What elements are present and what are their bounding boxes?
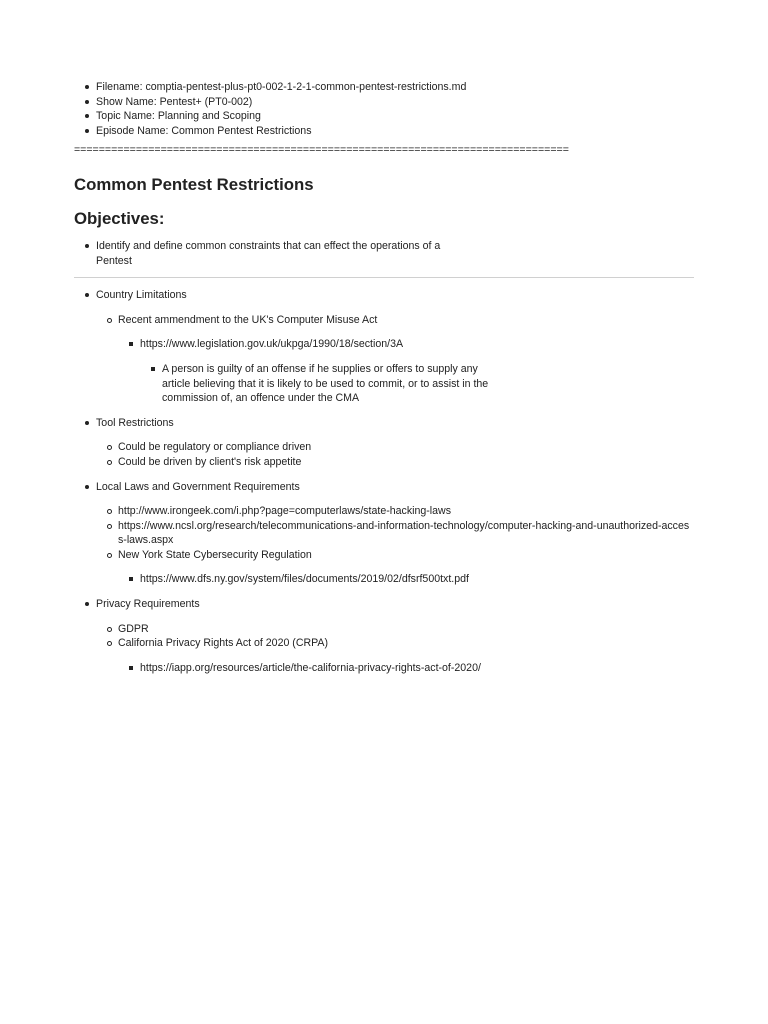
- list-item: Could be driven by client's risk appetite: [96, 455, 694, 470]
- list-item: GDPR: [96, 622, 694, 637]
- ny-cyber-regulation: New York State Cybersecurity Regulation: [118, 548, 312, 561]
- list-item: [96, 313, 694, 406]
- laws-sublist: [96, 504, 694, 587]
- meta-show-name: Show Name: Pentest+ (PT0-002): [74, 95, 694, 110]
- ny-sublist: [118, 572, 694, 587]
- cma-quote: A person is guilty of an offense if he supplies or offers to supply any article believing that it is likely to be used to commit, or to assist in the commission of, an offence under the CMA: [140, 362, 502, 406]
- separator-line: ================================================================================: [74, 144, 569, 157]
- metadata-list: [74, 80, 694, 138]
- uk-cma-sublist: [118, 337, 694, 405]
- tools-sublist: [96, 440, 694, 469]
- cpra-item: California Privacy Rights Act of 2020 (CRPA): [118, 637, 328, 650]
- section-privacy-requirements: [74, 597, 694, 675]
- objectives-heading: Objectives:: [74, 208, 165, 228]
- restrictions-list: [74, 288, 694, 675]
- list-item: [118, 337, 694, 405]
- quote-sublist: [140, 362, 694, 406]
- document-title: Common Pentest Restrictions: [74, 174, 314, 194]
- privacy-sublist: [96, 622, 694, 676]
- list-item: [96, 636, 694, 675]
- section-label: Country Limitations: [96, 289, 187, 302]
- list-item: [96, 548, 694, 587]
- meta-topic-name: Topic Name: Planning and Scoping: [74, 109, 694, 124]
- section-label: Local Laws and Government Requirements: [96, 480, 300, 493]
- document-content: [74, 80, 694, 685]
- legislation-link[interactable]: https://www.legislation.gov.uk/ukpga/1990/18/section/3A: [140, 338, 404, 351]
- section-local-laws: [74, 480, 694, 588]
- section-tool-restrictions: [74, 416, 694, 470]
- horizontal-rule: [74, 277, 694, 278]
- section-label: Privacy Requirements: [96, 598, 200, 611]
- iapp-link[interactable]: https://iapp.org/resources/article/the-california-privacy-rights-act-of-2020/: [118, 661, 694, 676]
- section-country-limitations: [74, 288, 694, 406]
- uk-cma-amendment: Recent ammendment to the UK's Computer Misuse Act: [118, 313, 378, 326]
- objectives-list: [74, 239, 694, 268]
- cpra-sublist: [118, 661, 694, 676]
- list-item: Could be regulatory or compliance driven: [96, 440, 694, 455]
- irongeek-link[interactable]: http://www.irongeek.com/i.php?page=computerlaws/state-hacking-laws: [96, 504, 694, 519]
- objective-item: Identify and define common constraints that can effect the operations of a Pentest: [74, 239, 476, 268]
- section-label: Tool Restrictions: [96, 416, 174, 429]
- country-sublist: [96, 313, 694, 406]
- dfs-ny-link[interactable]: https://www.dfs.ny.gov/system/files/documents/2019/02/dfsrf500txt.pdf: [118, 572, 694, 587]
- ncsl-link[interactable]: https://www.ncsl.org/research/telecommunications-and-information-technology/computer-hacking-and-unauthorized-access-laws.aspx: [96, 519, 694, 548]
- meta-episode-name: Episode Name: Common Pentest Restrictions: [74, 124, 694, 139]
- meta-filename: Filename: comptia-pentest-plus-pt0-002-1-2-1-common-pentest-restrictions.md: [74, 80, 694, 95]
